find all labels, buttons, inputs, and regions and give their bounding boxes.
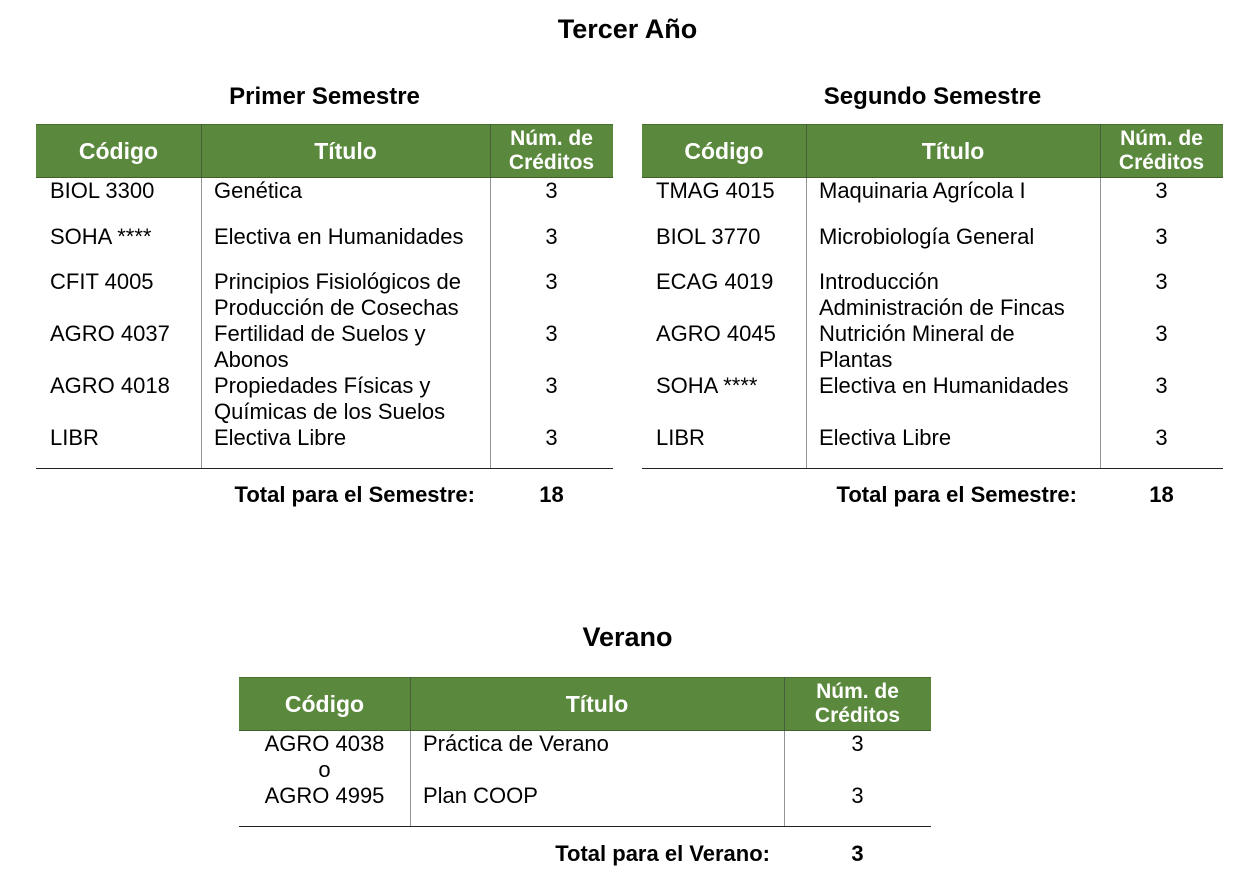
table-row [36,224,613,269]
cell-code-line: AGRO 4018 [50,373,170,398]
cell-title [214,321,490,373]
cell-credits: 3 [1155,321,1168,346]
cell-code-line: LIBR [656,425,705,450]
header-credits-line2: Créditos [1118,151,1205,174]
cell-credits: 3 [1155,425,1168,450]
header-credits-line1: Núm. de [1120,127,1203,150]
cell-credits: 3 [1155,269,1168,294]
cell-title [819,425,1100,451]
cell-code-line: AGRO 4045 [656,321,776,346]
cell-title [423,783,784,809]
second-semester-total-label: Total para el Semestre: [836,482,1077,507]
header-title: Título [921,137,985,164]
cell-code-line: o [318,757,331,782]
summer-total-value: 3 [851,841,864,866]
header-title: Título [565,690,629,717]
cell-code-line: LIBR [50,425,99,450]
header-code: Código [684,137,764,164]
summer-table [239,677,931,828]
table-bottom-rule [36,468,613,469]
cell-code-line: AGRO 4037 [50,321,170,346]
table-bottom-rule [239,826,931,827]
table-row [36,321,613,373]
cell-credits: 3 [1155,178,1168,203]
cell-title-line: Administración de Fincas [819,295,1065,320]
header-credits [1100,125,1223,177]
table-row [642,373,1223,425]
cell-title-line: Producción de Cosechas [214,295,459,320]
cell-code [656,269,806,295]
cell-code-line: BIOL 3300 [50,178,155,203]
column-divider [806,124,807,468]
table-row [642,425,1223,470]
second-semester-total-value: 18 [1149,482,1174,507]
cell-title-line: Electiva en Humanidades [214,224,464,249]
summer-total-label: Total para el Verano: [555,841,770,866]
summer-title: Verano [582,622,673,652]
second-semester-table [642,124,1223,470]
table-row [239,731,931,783]
cell-title [214,425,490,451]
cell-title [214,178,490,204]
table-bottom-rule [642,468,1223,469]
cell-title [819,269,1100,321]
cell-credits: 3 [545,269,558,294]
second-semester-title: Segundo Semestre [823,83,1042,110]
column-divider [784,677,785,826]
cell-code-line: BIOL 3770 [656,224,761,249]
column-divider [490,124,491,468]
cell-title-line: Nutrición Mineral de [819,321,1015,346]
table-row [36,425,613,470]
cell-code-line: AGRO 4038 [264,731,385,756]
cell-code-line: ECAG 4019 [656,269,774,294]
cell-code [656,425,806,451]
first-semester-total-value: 18 [539,482,564,507]
header-credits-line1: Núm. de [510,127,593,150]
cell-credits: 3 [545,425,558,450]
cell-title-line: Fertilidad de Suelos y [214,321,426,346]
cell-code [50,224,201,250]
cell-credits: 3 [545,178,558,203]
cell-credits: 3 [545,373,558,398]
cell-code [50,178,201,204]
cell-code-line: AGRO 4995 [264,783,385,808]
cell-code [239,783,410,809]
table-row [642,269,1223,321]
page-title: Tercer Año [557,14,698,44]
table-header [642,124,1223,178]
table-header [239,677,931,731]
cell-code [50,269,201,295]
cell-title-line: Microbiología General [819,224,1035,249]
table-row [642,178,1223,224]
cell-code [656,224,806,250]
cell-code-line: SOHA **** [50,224,152,249]
column-divider [410,677,411,826]
header-credits-line1: Núm. de [816,680,899,703]
cell-code [239,731,410,783]
cell-title-line: Electiva Libre [819,425,952,450]
cell-title [214,373,490,425]
cell-title-line: Genética [214,178,303,203]
first-semester-total-label: Total para el Semestre: [234,482,475,507]
table-header [36,124,613,178]
cell-title-line: Abonos [214,347,289,372]
first-semester-title: Primer Semestre [229,83,420,110]
header-credits-line2: Créditos [508,151,595,174]
header-code: Código [78,137,159,164]
cell-title-line: Principios Fisiológicos de [214,269,461,294]
header-credits-line2: Créditos [814,704,901,727]
table-row [36,269,613,321]
cell-credits: 3 [1155,373,1168,398]
cell-code-line: SOHA **** [656,373,758,398]
cell-code [656,178,806,204]
table-row [239,783,931,828]
cell-title [423,731,784,757]
cell-title-line: Práctica de Verano [423,731,609,756]
cell-credits: 3 [1155,224,1168,249]
cell-credits: 3 [851,783,864,808]
cell-credits: 3 [545,224,558,249]
header-credits [784,678,931,730]
cell-code [50,425,201,451]
cell-title [819,373,1100,399]
cell-title [214,224,490,250]
cell-title-line: Químicas de los Suelos [214,399,446,424]
cell-title-line: Electiva Libre [214,425,347,450]
cell-code-line: CFIT 4005 [50,269,154,294]
header-credits [490,125,613,177]
column-divider [1100,124,1101,468]
cell-title [819,321,1100,373]
cell-code-line: TMAG 4015 [656,178,775,203]
cell-title-line: Electiva en Humanidades [819,373,1069,398]
table-row [642,224,1223,269]
cell-title-line: Plan COOP [423,783,538,808]
header-title: Título [314,137,377,164]
table-row [36,178,613,224]
cell-code [656,321,806,347]
cell-title-line: Introducción [819,269,939,294]
cell-credits: 3 [545,321,558,346]
cell-title-line: Propiedades Físicas y [214,373,431,398]
column-divider [201,124,202,468]
first-semester-table [36,124,613,470]
table-row [36,373,613,425]
cell-code [50,373,201,399]
cell-title-line: Maquinaria Agrícola I [819,178,1026,203]
cell-title-line: Plantas [819,347,893,372]
cell-title [819,224,1100,250]
cell-code [656,373,806,399]
table-row [642,321,1223,373]
cell-title [819,178,1100,204]
header-code: Código [284,690,365,717]
cell-credits: 3 [851,731,864,756]
cell-code [50,321,201,347]
cell-title [214,269,490,321]
